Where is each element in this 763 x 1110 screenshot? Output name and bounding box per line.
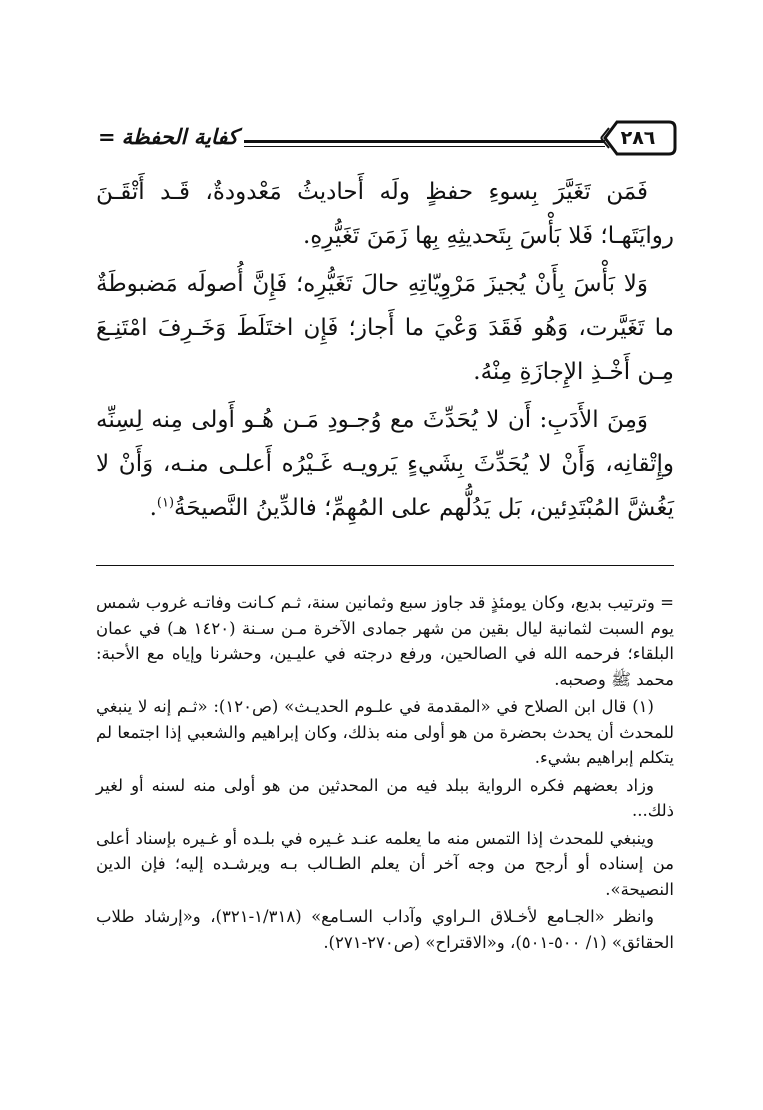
running-title-text: كفاية الحفظة (121, 124, 238, 149)
footnote-1: (١) قال ابن الصلاح في «المقدمة في علـوم الحديـث» (ص١٢٠): «ثـم إنه لا ينبغي للمحدث أن يحدث بحضرة من هو أولى منه بذلك، وكان إبراهيم والشعبي إذا اجتمعا لم يتكلم إبراهيم بشيء. (96, 697, 674, 767)
page-number: ٢٨٦ (620, 127, 656, 149)
page-number-ornament (599, 118, 677, 158)
paragraph-3 (96, 398, 674, 530)
footnote-continuation: = وترتيب بديع، وكان يومئذٍ قد جاوز سبع وثمانين سنة، ثـم كـانت وفاتـه غروب شمس يوم السبت لثمانية ليال بقين من شهر جمادى الآخرة مـن سـنة (١٤٢٠ هـ) في عمان البلقاء؛ فرحمه الله في الصالحين، ورفع درجته في عليـين، وحشرنا وإياه مع الأحبة: محمد ﷺ وصحبه. (96, 593, 674, 689)
paragraph-1: فَمَن تَغَيَّرَ بِسوءِ حفظٍ ولَه أَحاديثُ مَعْدودةٌ، قَـد أَتْقَـنَ روايَتَهـا؛ فَلا بَأْسَ بِتَحديثِهِ بِها زَمَنَ تَغَيُّرِهِ. (96, 179, 674, 249)
paragraph-2: وَلا بَأْسَ بِأَنْ يُجيزَ مَرْوِيّاتِهِ حالَ تَغَيُّرِه؛ فَإِنَّ أُصولَه مَضبوطَةٌ ما تَغَيَّرت، وَهُو فَقَدَ وَعْيَ ما أَجاز؛ فَإِن اختَلَطَ وَخَـرِفَ امْتَنِـعَ مِـن أَخْـذِ الإِجازَةِ مِنْهُ. (96, 271, 674, 385)
footnotes (96, 590, 674, 955)
paragraph-3-text: وَمِنَ الأَدَبِ: أَن لا يُحَدِّثَ مع وُجـودِ مَـن هُـو أَولى مِنه لِسِنِّه وإِتْقانِه، وَأَنْ لا يُحَدِّثَ بِشَيءٍ يَرويـه غَـيْرُه أَعلـى منـه، وَأَنْ لا يَغُشَّ المُبْتَدِئين، بَل يَدُلُّهم على المُهِمِّ؛ فالدِّينُ النَّصيحَةُ (96, 407, 674, 521)
paragraph-3-end: . (149, 495, 157, 521)
footnote-reference: (١) (156, 495, 175, 511)
footnote-1-advice: وينبغي للمحدث إذا التمس منه ما يعلمه عنـد غـيره في بلـده أو غـيره بإسناد أعلى من إسناده أو أرجح من وجه آخر أن يعلم الطـالب بـه ويرشـده إليه؛ فإن الدين النصيحة». (96, 828, 674, 899)
running-title-dash: = (98, 124, 116, 149)
page-header (92, 118, 677, 162)
footnote-separator (96, 565, 674, 566)
main-text (96, 170, 674, 530)
footnote-1-addition: وزاد بعضهم فكره الرواية ببلد فيه من المحدثين من هو أولى منه لسنه أو لغير ذلك... (96, 775, 674, 820)
footnote-1-references: وانظر «الجـامع لأخـلاق الـراوي وآداب السـامع» (١/٣١٨-٣٢١)، و«إرشاد طلاب الحقائق» (١/ ٥٠٠-٥٠١)، و«الاقتراح» (ص٢٧٠-٢٧١). (96, 907, 674, 952)
running-title (92, 124, 244, 149)
